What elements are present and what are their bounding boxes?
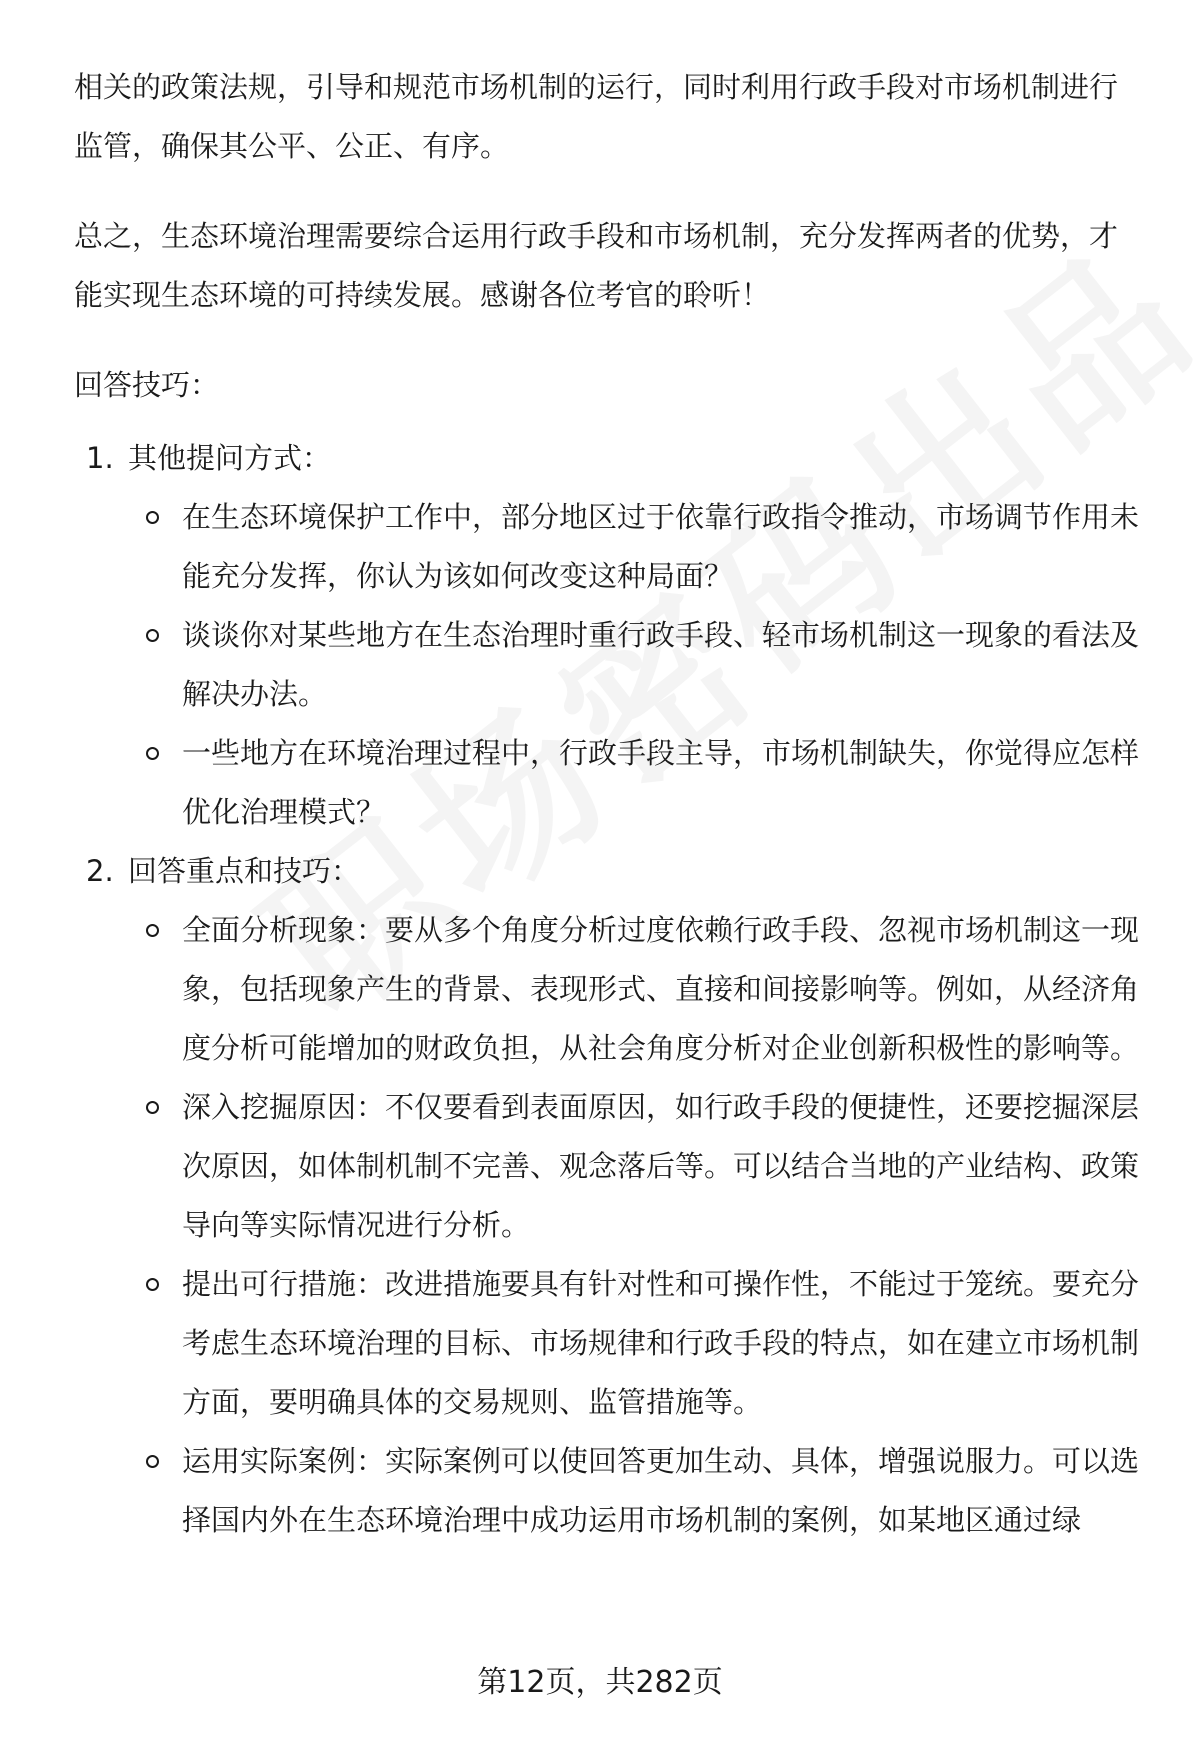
paragraph-conclusion: 总之，生态环境治理需要综合运用行政手段和市场机制，充分发挥两者的优势，才能实现生态环境的可持续发展。感谢各位考官的聆听！	[74, 219, 1119, 312]
circle-bullet-icon	[146, 1278, 159, 1291]
list-item	[128, 901, 1144, 1078]
list-item	[128, 1255, 1144, 1432]
tips-list	[74, 429, 1144, 1550]
paragraph-policy: 相关的政策法规，引导和规范市场机制的运行，同时利用行政手段对市场机制进行监管，确保其公平、公正、有序。	[74, 70, 1119, 163]
list-item	[128, 488, 1144, 606]
list-item	[128, 1432, 1144, 1550]
tips-heading: 回答技巧：	[74, 368, 220, 402]
sub-list	[128, 901, 1144, 1550]
list-item-text: 深入挖掘原因：不仅要看到表面原因，如行政手段的便捷性，还要挖掘深层次原因，如体制机制不完善、观念落后等。可以结合当地的产业结构、政策导向等实际情况进行分析。	[182, 1090, 1140, 1242]
circle-bullet-icon	[146, 629, 159, 642]
document-body	[74, 58, 1144, 1550]
section-other-questions	[74, 429, 1144, 842]
section-title: 回答重点和技巧：	[128, 854, 361, 888]
list-item-text: 一些地方在环境治理过程中，行政手段主导，市场机制缺失，你觉得应怎样优化治理模式？	[182, 736, 1140, 829]
list-item-text: 提出可行措施：改进措施要具有针对性和可操作性，不能过于笼统。要充分考虑生态环境治理的目标、市场规律和行政手段的特点，如在建立市场机制方面，要明确具体的交易规则、监管措施等。	[182, 1267, 1140, 1419]
list-item	[128, 1078, 1144, 1255]
list-item-text: 运用实际案例：实际案例可以使回答更加生动、具体，增强说服力。可以选择国内外在生态环境治理中成功运用市场机制的案例，如某地区通过绿	[182, 1444, 1140, 1537]
list-item-text: 全面分析现象：要从多个角度分析过度依赖行政手段、忽视市场机制这一现象，包括现象产生的背景、表现形式、直接和间接影响等。例如，从经济角度分析可能增加的财政负担，从社会角度分析对企业创新积极性的影响等。	[182, 913, 1140, 1065]
section-answer-tips	[74, 842, 1144, 1550]
circle-bullet-icon	[146, 747, 159, 760]
section-number: 1.	[86, 441, 114, 475]
circle-bullet-icon	[146, 511, 159, 524]
section-title: 其他提问方式：	[128, 441, 332, 475]
circle-bullet-icon	[146, 924, 159, 937]
circle-bullet-icon	[146, 1455, 159, 1468]
circle-bullet-icon	[146, 1101, 159, 1114]
list-item-text: 在生态环境保护工作中，部分地区过于依靠行政指令推动，市场调节作用未能充分发挥，你认为该如何改变这种局面？	[182, 500, 1140, 593]
section-number: 2.	[86, 854, 114, 888]
sub-list	[128, 488, 1144, 842]
list-item-text: 谈谈你对某些地方在生态治理时重行政手段、轻市场机制这一现象的看法及解决办法。	[182, 618, 1140, 711]
list-item	[128, 724, 1144, 842]
page-number-footer: 第12页，共282页	[477, 1665, 723, 1700]
list-item	[128, 606, 1144, 724]
